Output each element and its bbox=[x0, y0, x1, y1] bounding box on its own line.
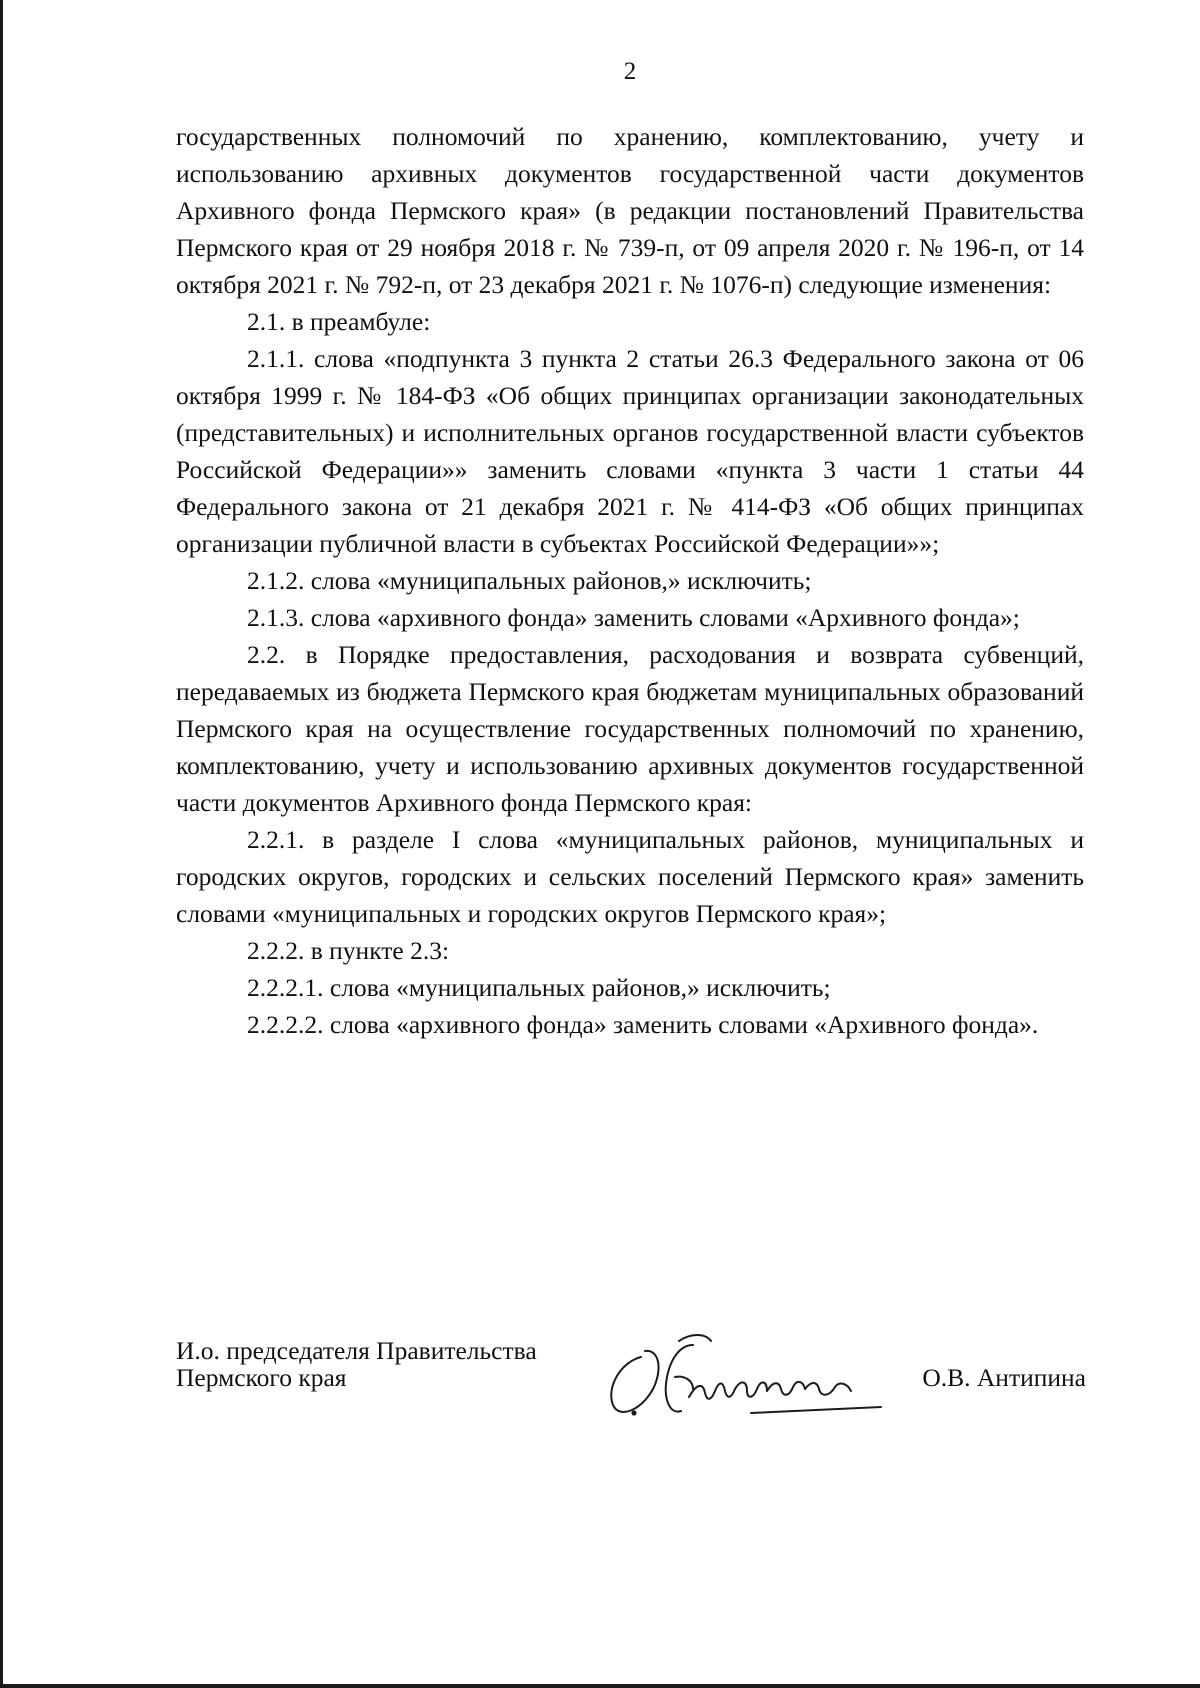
scan-border-bottom bbox=[0, 1684, 1200, 1688]
paragraph-2-1-1: 2.1.1. слова «подпункта 3 пункта 2 статьи 26.3 Федерального закона от 06 октября 1999 г. № 184-ФЗ «Об общих принципах организации законодательных (представительных) и исполнительных органов государственной власти субъектов Российской Федерации»» заменить словами «пункта 3 части 1 статьи 44 Федерального закона от 21 декабря 2021 г. № 414-ФЗ «Об общих принципах организации публичной власти в субъектах Российской Федерации»»; bbox=[176, 344, 1084, 558]
paragraph-2-2-2: 2.2.2. в пункте 2.3: bbox=[247, 936, 450, 965]
paragraph-2-1: 2.1. в преамбуле: bbox=[247, 307, 431, 336]
paragraph-2-2-2-1: 2.2.2.1. слова «муниципальных районов,» исключить; bbox=[247, 973, 831, 1002]
signatory-position-line1: И.о. председателя Правительства bbox=[176, 1336, 537, 1365]
paragraph-intro-continuation: государственных полномочий по хранению, комплектованию, учету и использованию архивных документов государственной части документов Архивного фонда Пермского края» (в редакции постановлений Правительства Пермского края от 29 ноября 2018 г. № 739-п, от 09 апреля 2020 г. № 196-п, от 14 октября 2021 г. № 792-п, от 23 декабря 2021 г. № 1076-п) следующие изменения: bbox=[176, 122, 1084, 299]
handwritten-signature bbox=[601, 1327, 891, 1422]
paragraph-2-2: 2.2. в Порядке предоставления, расходования и возврата субвенций, передаваемых из бюджета Пермского края бюджетам муниципальных образований Пермского края на осуществление государственных полномочий по хранению, комплектованию, учету и использованию архивных документов государственной части документов Архивного фонда Пермского края: bbox=[176, 640, 1084, 817]
signatory-position-line2: Пермского края bbox=[176, 1363, 347, 1392]
page-number: 2 bbox=[623, 58, 637, 85]
document-body bbox=[176, 118, 1084, 1043]
signature-block bbox=[176, 1337, 1086, 1417]
paragraph-2-1-3: 2.1.3. слова «архивного фонда» заменить словами «Архивного фонда»; bbox=[247, 603, 1020, 632]
paragraph-2-1-2: 2.1.2. слова «муниципальных районов,» исключить; bbox=[247, 566, 812, 595]
signatory-position bbox=[176, 1337, 537, 1391]
signatory-name: О.В. Антипина bbox=[922, 1363, 1086, 1392]
scan-border-left bbox=[0, 0, 3, 1688]
paragraph-2-2-1: 2.2.1. в разделе I слова «муниципальных районов, муниципальных и городских округов, городских и сельских поселений Пермского края» заменить словами «муниципальных и городских округов Пермского края»; bbox=[176, 825, 1084, 928]
paragraph-2-2-2-2: 2.2.2.2. слова «архивного фонда» заменить словами «Архивного фонда». bbox=[247, 1010, 1039, 1039]
